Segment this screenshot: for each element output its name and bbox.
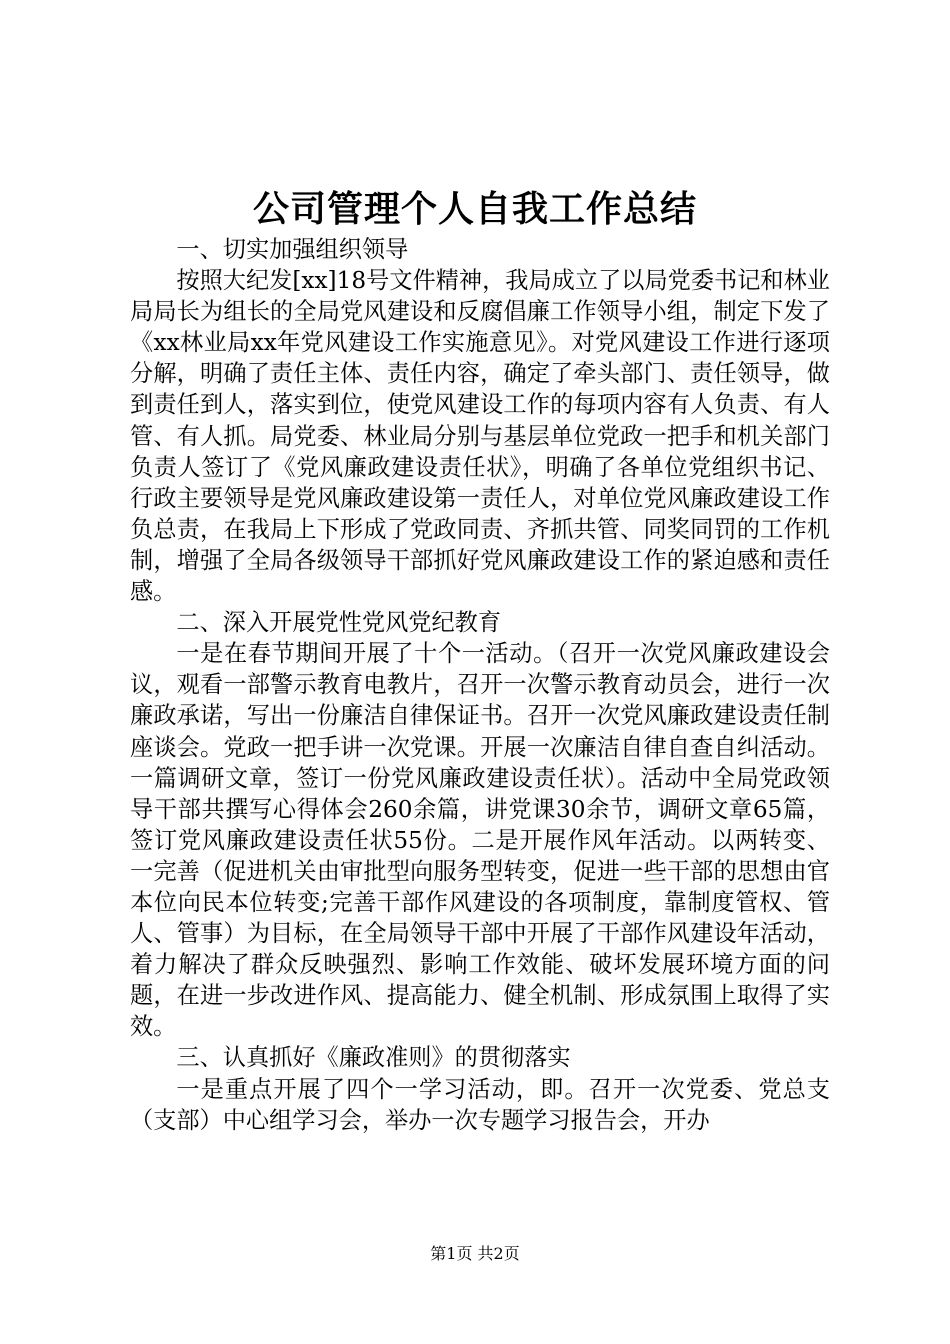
document-body (130, 234, 830, 1136)
paragraph-1: 按照大纪发[xx]18号文件精神，我局成立了以局党委书记和林业局局长为组长的全局党风建设和反腐倡廉工作领导小组，制定下发了《xx林业局xx年党风建设工作实施意见》。对党风建设工作进行逐项分解，明确了责任主体、责任内容，确定了牵头部门、责任领导，做到责任到人，落实到位，使党风建设工作的每项内容有人负责、有人管、有人抓。局党委、林业局分别与基层单位党政一把手和机关部门负责人签订了《党风廉政建设责任状》，明确了各单位党组织书记、行政主要领导是党风廉政建设第一责任人，对单位党风廉政建设工作负总责，在我局上下形成了党政同责、齐抓共管、同奖同罚的工作机制，增强了全局各级领导干部抓好党风廉政建设工作的紧迫感和责任感。 (130, 267, 830, 606)
page-footer: 第1页 共2页 (430, 1244, 520, 1263)
document-title: 公司管理个人自我工作总结 (252, 189, 697, 230)
section-heading-3: 三、认真抓好《廉政准则》的贯彻落实 (176, 1044, 571, 1072)
paragraph-2: 一是在春节期间开展了十个一活动。（召开一次党风廉政建设会议，观看一部警示教育电教片，召开一次警示教育动员会，进行一次廉政承诺，写出一份廉洁自律保证书。召开一次党风廉政建设责任制座谈会。党政一把手讲一次党课。开展一次廉洁自律自查自纠活动。一篇调研文章，签订一份党风廉政建设责任状）。活动中全局党政领导干部共撰写心得体会260余篇，讲党课30余节，调研文章65篇，签订党风廉政建设责任状55份。二是开展作风年活动。以两转变、一完善（促进机关由审批型向服务型转变，促进一些干部的思想由官本位向民本位转变;完善干部作风建设的各项制度，靠制度管权、管人、管事）为目标，在全局领导干部中开展了干部作风建设年活动，着力解决了群众反映强烈、影响工作效能、破坏发展环境方面的问题，在进一步改进作风、提高能力、健全机制、形成氛围上取得了实效。 (130, 640, 830, 1041)
paragraph-3: 一是重点开展了四个一学习活动，即。召开一次党委、党总支（支部）中心组学习会，举办一次专题学习报告会，开办 (130, 1075, 830, 1134)
section-heading-2: 二、深入开展党性党风党纪教育 (176, 609, 502, 637)
section-heading-1: 一、切实加强组织领导 (176, 236, 409, 263)
